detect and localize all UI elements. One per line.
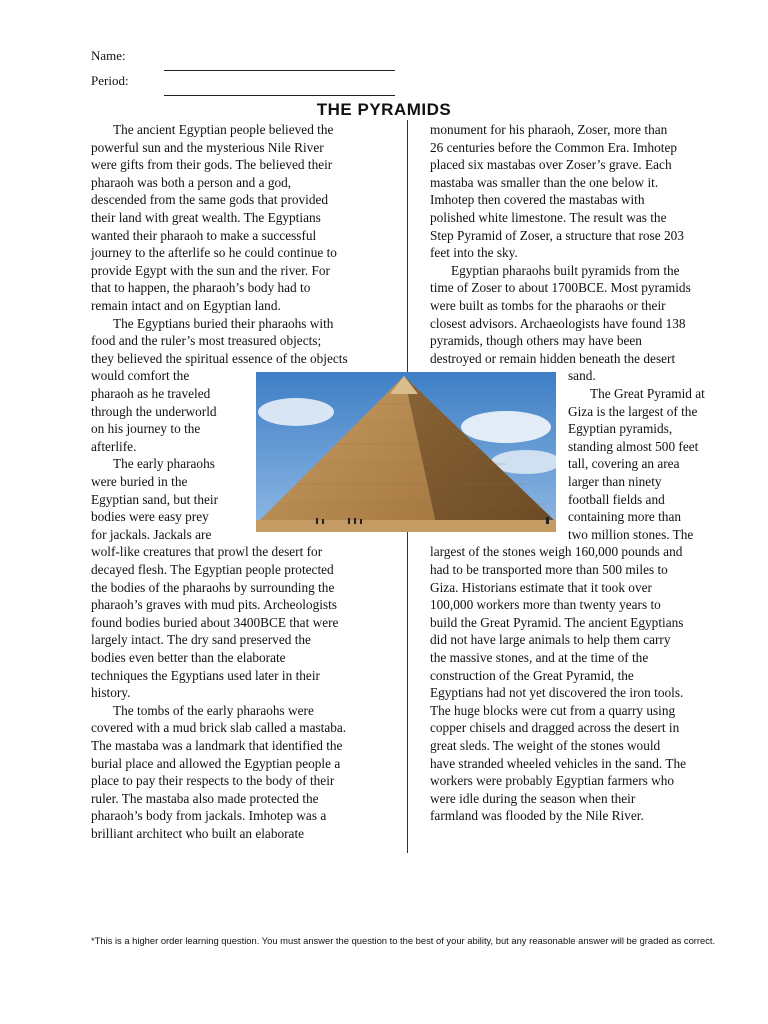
text-line: would comfort the: [91, 368, 190, 384]
text-line: monument for his pharaoh, Zoser, more than: [430, 122, 668, 137]
text-line: were gifts from their gods. The believed their: [91, 157, 333, 173]
text-line: pharaoh’s graves with mud pits. Archeologists: [91, 597, 337, 613]
text-line: destroyed or remain hidden beneath the desert: [430, 350, 676, 366]
text-line: techniques the Egyptians used later in their: [91, 667, 320, 683]
text-line: build the Great Pyramid. The ancient Egyptians: [430, 614, 684, 630]
text-line: powerful sun and the mysterious Nile River: [91, 139, 324, 155]
text-line: for jackals. Jackals are: [91, 526, 212, 542]
text-line: pharaoh was both a person and a god,: [91, 174, 292, 190]
period-label: Period:: [91, 73, 129, 88]
text-line: mastaba was smaller than the one below it.: [430, 174, 659, 190]
name-label: Name:: [91, 48, 126, 63]
text-line: were built as tombs for the pharaohs or their: [430, 298, 666, 313]
text-line: The ancient Egyptian people believed the: [113, 122, 334, 137]
text-line: closest advisors. Archaeologists have found 138: [430, 315, 686, 331]
text-line: afterlife.: [91, 438, 137, 454]
text-line: The mastaba was a landmark that identified the: [91, 738, 343, 753]
text-line: placed six mastabas over Zoser’s grave. Each: [430, 157, 672, 173]
text-line: Egyptian pyramids,: [568, 421, 673, 437]
text-line: bodies even better than the elaborate: [91, 650, 286, 665]
text-line: journey to the afterlife so he could continue to: [91, 245, 337, 261]
text-line: the massive stones, and at the time of the: [430, 650, 649, 665]
page-title: THE PYRAMIDS: [316, 100, 452, 119]
text-line: The early pharaohs: [113, 456, 215, 472]
text-line: remain intact and on Egyptian land.: [91, 298, 281, 313]
text-line: place to pay their respects to the body of their: [91, 773, 335, 789]
text-line: covered with a mud brick slab called a mastaba.: [91, 720, 347, 736]
text-line: copper chisels and dragged across the desert in: [430, 720, 680, 736]
text-line: that to happen, the pharaoh’s body had to: [91, 280, 311, 296]
text-line: bodies were easy prey: [91, 509, 209, 525]
text-line: Giza is the largest of the: [568, 403, 698, 419]
text-line: polished white limestone. The result was the: [430, 210, 667, 225]
text-line: football fields and: [568, 491, 665, 507]
cloud: [258, 398, 334, 426]
text-line: wolf-like creatures that prowl the desert for: [91, 544, 323, 560]
text-line: pharaoh’s body from jackals. Imhotep was a: [91, 808, 327, 824]
text-line: great sleds. The weight of the stones would: [430, 738, 661, 753]
period-line: [164, 95, 395, 96]
text-line: workers were probably Egyptian farmers who: [430, 773, 675, 789]
text-line: feet into the sky.: [430, 245, 518, 261]
text-line: Step Pyramid of Zoser, a structure that rose 203: [430, 227, 684, 243]
text-line: they believed the spiritual essence of the objects: [91, 350, 348, 366]
text-line: have stranded wheeled vehicles in the sand. The: [430, 755, 686, 771]
text-line: Egyptians had not yet discovered the iron tools.: [430, 685, 684, 701]
text-line: Imhotep then covered the mastabas with: [430, 192, 645, 208]
text-line: had to be transported more than 500 miles to: [430, 562, 668, 577]
cloud: [461, 411, 551, 443]
text-line: time of Zoser to about 1700BCE. Most pyramids: [430, 280, 691, 296]
text-line: pharaoh as he traveled: [91, 386, 211, 401]
text-line: did not have large animals to help them carry: [430, 632, 671, 648]
text-line: The huge blocks were cut from a quarry using: [430, 702, 676, 718]
text-line: found bodies buried about 3400BCE that were: [91, 614, 339, 630]
text-line: were buried in the: [91, 474, 188, 489]
text-line: Egyptian pharaohs built pyramids from the: [451, 262, 680, 278]
text-line: wanted their pharaoh to make a successful: [91, 227, 317, 243]
text-line: on his journey to the: [91, 421, 201, 437]
text-line: food and the ruler’s most treasured objects;: [91, 333, 322, 349]
text-line: ruler. The mastaba also made protected the: [91, 790, 319, 806]
text-line: The Great Pyramid at: [590, 386, 705, 401]
text-line: the bodies of the pharaohs by surrounding the: [91, 579, 335, 595]
text-line: containing more than: [568, 509, 681, 525]
footnote: *This is a higher order learning question. You must answer the question to the best of your ability, but any reasonable answer will be graded as correct.: [91, 935, 716, 946]
text-line: 100,000 workers more than twenty years to: [430, 597, 661, 613]
text-line: farmland was flooded by the Nile River.: [430, 808, 644, 824]
text-line: Giza. Historians estimate that it took over: [430, 579, 652, 595]
text-line: burial place and allowed the Egyptian people a: [91, 755, 341, 771]
text-line: tall, covering an area: [568, 456, 680, 472]
text-line: were idle during the season when their: [430, 790, 636, 806]
text-line: Egyptian sand, but their: [91, 491, 219, 507]
text-line: history.: [91, 685, 131, 701]
text-line: 26 centuries before the Common Era. Imhotep: [430, 139, 678, 155]
text-line: pyramids, though others may have been: [430, 333, 642, 349]
text-line: their land with great wealth. The Egyptians: [91, 210, 321, 225]
pyramid-photo: [256, 372, 556, 532]
name-line: [164, 70, 395, 71]
text-line: largest of the stones weigh 160,000 pounds and: [430, 544, 683, 560]
text-line: brilliant architect who built an elaborate: [91, 826, 305, 841]
text-line: sand.: [568, 368, 596, 384]
text-line: provide Egypt with the sun and the river. For: [91, 262, 330, 278]
text-line: standing almost 500 feet: [568, 438, 699, 454]
text-line: The Egyptians buried their pharaohs with: [113, 315, 334, 331]
text-line: largely intact. The dry sand preserved the: [91, 632, 311, 648]
text-line: descended from the same gods that provided: [91, 192, 329, 208]
text-line: The tombs of the early pharaohs were: [113, 702, 314, 718]
text-line: decayed flesh. The Egyptian people protected: [91, 562, 334, 577]
text-line: construction of the Great Pyramid, the: [430, 667, 634, 683]
text-line: two million stones. The: [568, 526, 694, 542]
text-line: through the underworld: [91, 403, 217, 419]
desert-sand: [256, 520, 556, 532]
text-line: larger than ninety: [568, 474, 662, 489]
